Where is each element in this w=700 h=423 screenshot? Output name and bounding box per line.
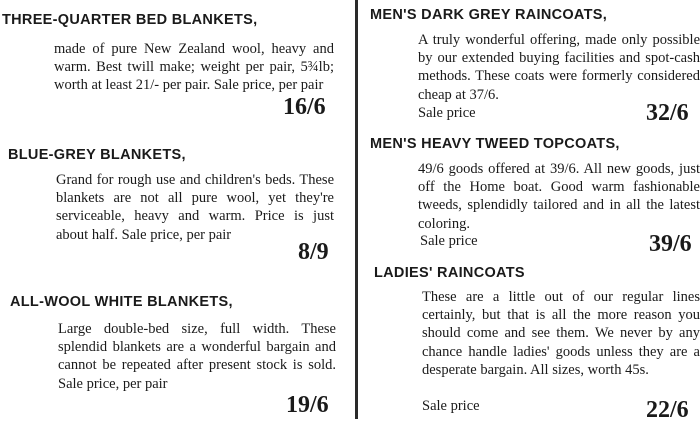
item-price-label: Sale price [418, 105, 476, 121]
item-description: Grand for rough use and children's beds. These blankets are not all pure wool, yet they're serviceable, heavy and warm. Price is just about half. Sale price, per pair [56, 172, 334, 243]
column-divider [355, 0, 358, 419]
ad-item-mens-dark-grey-raincoats [364, 0, 700, 126]
item-price: 16/6 [283, 94, 326, 120]
item-heading: LADIES' RAINCOATS [374, 265, 525, 281]
item-description: A truly wonderful offering, made only possible by our extended buying facilities and spot-cash methods. These coats were formerly considered cheap at 37/6. [418, 32, 700, 103]
ad-item-all-wool-white-blankets [0, 287, 350, 419]
item-price: 39/6 [649, 231, 692, 257]
item-price: 19/6 [286, 392, 329, 418]
item-price: 8/9 [298, 239, 329, 265]
item-description: These are a little out of our regular lines certainly, but that is all the more reason you should come and see them. We never by any chance handle ladies' goods unless they are a desperate bargain. All sizes, worth 45s. [422, 289, 700, 378]
item-price-label: Sale price [422, 398, 480, 414]
item-heading: BLUE-GREY BLANKETS, [8, 147, 186, 163]
item-description: 49/6 goods offered at 39/6. All new goods, just off the Home boat. Good warm fashionable tweeds, splendidly tailored and in all the latest coloring. [418, 161, 700, 232]
item-description: made of pure New Zealand wool, heavy and warm. Best twill make; weight per pair, 5¾lb; worth at least 21/- per pair. Sale price, per pair [54, 41, 334, 94]
item-heading: MEN'S HEAVY TWEED TOPCOATS, [370, 136, 620, 152]
ad-item-three-quarter-bed-blankets [0, 0, 350, 125]
ad-item-blue-grey-blankets [0, 138, 350, 278]
item-heading: THREE-QUARTER BED BLANKETS, [2, 12, 258, 28]
ad-item-ladies-raincoats [364, 258, 700, 423]
item-heading: ALL-WOOL WHITE BLANKETS, [10, 294, 233, 310]
item-description: Large double-bed size, full width. These splendid blankets are a wonderful bargain and cannot be repeated after present stock is sold. Sale price, per pair [58, 321, 336, 392]
item-price-label: Sale price [420, 233, 478, 249]
ad-item-mens-heavy-tweed-topcoats [364, 131, 700, 261]
item-heading: MEN'S DARK GREY RAINCOATS, [370, 7, 608, 23]
item-price: 32/6 [646, 100, 689, 126]
item-price: 22/6 [646, 397, 689, 423]
right-column [364, 0, 700, 423]
left-column [0, 0, 350, 419]
